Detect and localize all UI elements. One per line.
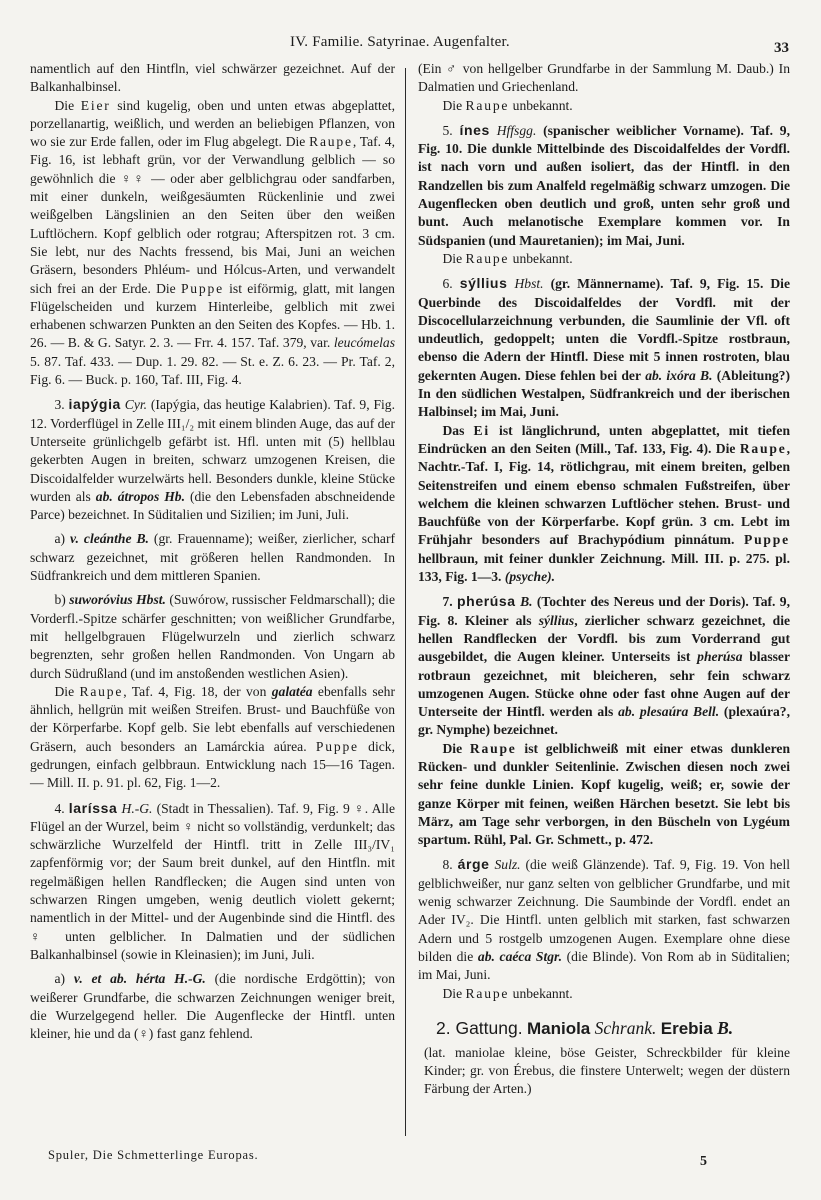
footer-signature: 5 [700,1154,707,1169]
paragraph: Die Raupe unbekannt. [442,250,573,266]
species-entry: 3. iapýgia Cyr. (Iapýgia, das heutige Kalabrien). Taf. 9, Fig. 12. Vorderflügel in Zelle III₁/₂ mit einem blinden Auge, das auf der Unterseite grünlichgelb gefärbt ist. Hfl. unten mit (5) hellblau gekerbten Augen in breiten, schwarz umzogenen Kreisen, die Discoidalfelder wurzelwärts hell. Besonders dunkle, kleine Stücke wurden als ab. átropos Hb. (die den Lebensfaden abschneidende Parce) bezeichnet. In Süditalien und Sizilien; im Juni, Juli. [30,396,395,523]
genus-etymology: (lat. maniolae kleine, böse Geister, Schreckbilder für kleine Kinder; gr. von Érebus, die finstere Unterwelt; wegen der düstern Färbung der Arten.) [424,1044,790,1097]
genus-heading: 2. Gattung. Maniola Schrank. Erebia B. [436,1017,734,1038]
footer-source: Spuler, Die Schmetterlinge Europas. [48,1148,259,1162]
paragraph: Die Raupe unbekannt. [442,985,573,1001]
species-entry: 6. sýllius Hbst. (gr. Männername). Taf. 9, Fig. 15. Die Querbinde des Discoidalfeldes der Vordfl. mit der Discocellularzeichnung verbunden, die Saumlinie der Vfl. oft undeutlich, gedoppelt; unten die Vordfl.-Spitze rostbraun, ebenso die Adern der Hintfl. Diese mit 5 innen rostroten, blau gekernten Augen. Diese fehlen bei der ab. ixóra B. (Ableitung?) In den südlichen Westalpen, Südfrankreich und der iberischen Halbinsel; im Mai, Juni. [418,275,790,420]
running-title: IV. Familie. Satyrinae. Augenfalter. [290,34,510,50]
species-entry: 4. laríssa H.-G. (Stadt in Thessalien). Taf. 9, Fig. 9 ♀. Alle Flügel an der Wurzel, beim ♀ nicht so vollständig, verdunkelt; das schwärzliche Wurzelfeld der Hintfl. tritt in Zelle III₃/IV₁ zapfenförmig vor; der Saum breit dunkel, auf den Hintfln. mit regelmäßigen hellen Randflecken; die Augen sind unten von schwarzen Ringen umgeben, wenig deutlich violett gekernt; namentlich in der Mittel- und der Augenbinde sind die Hintfl. des ♀ unten gelblicher. In Dalmatien und der südlichen Balkanhalbinsel (sowie in Kleinasien); im Juni, Juli. [30,799,395,962]
page-number: 33 [774,40,789,56]
left-column [30,60,395,1043]
species-entry: 5. ínes Hffsgg. (spanischer weiblicher Vorname). Taf. 9, Fig. 10. Die dunkle Mittelbinde des Discoidalfeldes der Vordfl. ist nach vorn und außen isoliert, das der Hintfl. in den Randzellen bis zum Analfeld regelmäßig schwarz umzogen. Die Augenflecken oben deutlich und groß, unten sehr groß und bunt. Auch melanotische Exemplare kommen vor. In Südspanien (und Mauretanien); im Mai, Juni. [418,121,790,248]
column-divider [405,68,406,1136]
species-name: laríssa [68,799,118,816]
species-name: ínes [459,121,490,138]
paragraph: Die Raupe ist gelblichweiß mit einer etwas dunkleren Rücken- und dunkler Seitenlinie. Zwischen diesen noch zwei sehr feine dunkle Linien. Kopf kugelig, weiß; er, sowie der ganze Körper mit feinen, weißen Härchen besetzt. Sie lebt bis März, am Tage sehr verborgen, in den Büscheln von Lygéum spartum. Rühl, Pal. Gr. Schmett., p. 472. [418,740,791,848]
paragraph: Das Ei ist länglichrund, unten abgeplattet, mit tiefen Eindrücken an den Seiten (Mill., Taf. 133, Fig. 4). Die Raupe, Nachtr.-Taf. I, Fig. 14, rötlichgrau, mit einem breiten, gelben Seitenstreifen und einem ebenso schmalen Fußstreifen, über welchem die kleinen schwarzen Luftlöcher stehen. Brust- und Bauchfüße von der Körperfarbe. Kopf grün. 3 cm. Lebt im Frühjahr besonders auf Brachypódium pinnátum. Puppe hellbraun, mit feiner dunkler Zeichnung. Mill. III. p. 275. pl. 133, Fig. 1—3. (psyche). [418,422,790,585]
variety-entry: a) v. cleánthe B. (gr. Frauenname); weißer, zierlicher, scharf schwarz gezeichnet, mit größeren hellen Randmonden. In Südfrankreich und dem mittleren Spanien. [30,531,396,584]
paragraph: Die Raupe unbekannt. [442,97,573,113]
paragraph: namentlich auf den Hintfln, viel schwärzer gezeichnet. Auf der Balkanhalbinsel. [30,61,395,95]
species-name: sýllius [459,275,508,292]
paragraph: (Ein ♂ von hellgelber Grundfarbe in der Sammlung M. Daub.) In Dalmatien und Griechenland. [418,61,790,95]
species-name: pherúsa [457,593,516,610]
species-entry: 8. árge Sulz. (die weiß Glänzende). Taf. 9, Fig. 19. Von hell gelblichweißer, nur ganz selten von gelblicher Grundfarbe, und mit wenig schwarzer Zeichnung. Die Saumbinde der Vordfl. endet an Ader IV₂. Die Hintfl. unten gelblich mit starken, fast schwarzen Adern und 5 rostgelb umzogenen Augen. Exemplare ohne diese bilden die ab. caéca Stgr. (die Blinde). Von Rom ab in Süditalien; im Mai, Juni. [418,856,790,983]
variety-entry: b) suworóvius Hbst. (Suwórow, russischer Feldmarschall); die Vorderfl.-Spitze schärfer geschnitten; von weißlicher Grundfarbe, mit hellgelbgrauen Flügelwurzeln und zierlich schwarz begrenzten, sehr großen hellen Randmonden. Von Ungarn ab durch Südrußland (und im anstoßenden westlichen Asien). [30,592,395,681]
right-column [418,60,790,1099]
variety-entry: a) v. et ab. hérta H.-G. (die nordische Erdgöttin); von weißerer Grundfarbe, die schwarzen Zeichnungen weniger breit, die Wurzelgegend heller. Die Augenflecke der Hintfl. unten kleiner, hie und da (♀) fast ganz fehlend. [30,971,395,1042]
paragraph: Die Eier sind kugelig, oben und unten etwas abgeplattet, porzellanartig, weißlich, und werden an beliebigen Pflanzen, von wo sie zur Erde fallen, oder im Flug abgelegt. Die Raupe, Taf. 4, Fig. 16, ist lebhaft grün, vor der Verwandlung gelblich — so gewöhnlich die ♀♀ — oder aber gelblichgrau oder sandfarben, mit einer dunkeln, weißgesäumten Rückenlinie und zwei weißgelben Längslinien an den Seiten über den weißen Luftlöchern. Kopf gelblich oder rotgrau; Afterspitzen rot. 3 cm. Sie lebt, nur des Nachts fressend, bis Mai, Juni an weichen Gräsern, besonders Phléum- und Hólcus-Arten, und verwandelt sich frei an der Erde. Die Puppe ist eiförmig, glatt, mit langen Flügelscheiden und kurzem Hinterleibe, gelblich mit zwei erhabenen schwarzen Punkten an den Seiten des Kopfes. — Hb. 1. 26. — B. & G. Satyr. 2. 3. — Frr. 4. 157. Taf. 379, var. leucómelas 5. 87. Taf. 433. — Dup. 1. 29. 82. — St. e. Z. 6. 23. — Pr. Taf. 2, Fig. 6. — Buck. p. 160, Taf. III, Fig. 4. [30,97,395,388]
paragraph: Die Raupe, Taf. 4, Fig. 18, der von galatéa ebenfalls sehr ähnlich, hellgrün mit weißen Streifen. Brust- und Bauchfüße von der Körperfarbe. Kopf gelb. Sie lebt ebenfalls auf verschiedenen Gräsern, auch besonders an Lamárckia aúrea. Puppe dick, gedrungen, einfach gelbbraun. Entwicklung nach 15—16 Tagen. — Mill. II. p. 91. pl. 62, Fig. 1—2. [30,683,395,791]
species-name: iapýgia [68,396,121,413]
species-entry: 7. pherúsa B. (Tochter des Nereus und der Doris). Taf. 9, Fig. 8. Kleiner als sýllius, zierlicher schwarz gezeichnet, die hellen Randflecken der Vordfl. bis zum Vorderrand gut ausgebildet, die Augen kleiner. Unterseits ist pherúsa blasser rotbraun gezeichnet, mit bleicheren, sehr fein schwarz umzogenen Augen. Stücke ohne oder fast ohne Augen auf der Unterseite der Hintfl. werden als ab. plesaúra Bell. (plexaúra?, gr. Nymphe) bezeichnet. [418,593,791,738]
page-header [0,34,821,56]
species-name: árge [457,856,490,873]
